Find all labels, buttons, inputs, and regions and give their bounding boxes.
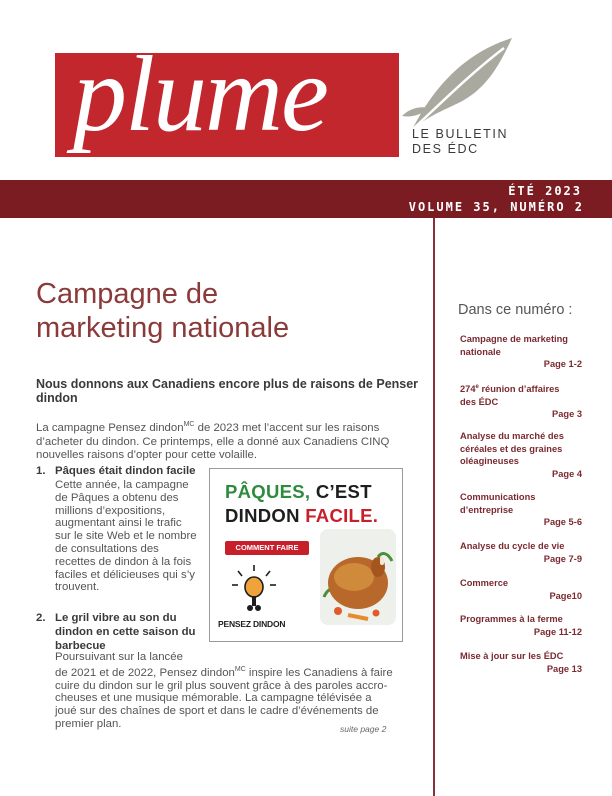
toc-label: Communications [460,492,536,502]
tagline [412,127,508,157]
toc-page: Page 1-2 [543,359,582,369]
item2-line: premier plan. [55,717,122,730]
item1-line: de Pâques a obtenu des [55,491,179,504]
toc-label: d’entreprise [460,504,514,515]
toc-label: oléagineuses [460,456,519,466]
logo-text: plume [73,53,327,154]
article-title [36,277,416,345]
item2-heading [55,612,215,653]
item2-body-line1: Poursuivant sur la lancée [55,651,183,663]
continued-note: suite page 2 [340,724,387,734]
feather-icon [400,34,518,134]
item1-line: trouvent. [55,581,100,594]
toc-label: nationale [460,346,501,357]
tagline-line2: DES ÉDC [412,142,479,156]
toc-label: Commerce [460,578,509,588]
toc-item[interactable] [460,381,582,421]
item2-heading-line: Le gril vibre au son du [55,612,177,624]
toc-item[interactable] [460,540,582,565]
toc-label: des ÉDC [460,396,499,407]
item2-line2b: inspire les Canadiens à faire [245,666,393,679]
toc-page: Page 11-12 [533,626,582,637]
toc-page: Page 5-6 [543,517,582,527]
item2-line: cuire du dindon sur le gril plus souvent grâce à des paroles accro- [55,679,388,692]
toc-label: Analyse du cycle de vie [460,541,565,551]
title-line2: marketing nationale [36,312,290,344]
toc-item[interactable] [460,650,582,675]
pensez-dindon-ad [209,468,403,642]
item2-line2a: de 2021 et de 2022, Pensez dindon [55,666,235,679]
item2-line: cheuses et une musique mémorable. La campagne télévisée a [55,692,372,705]
ad-headline-1 [225,481,372,503]
toc-sup: e [475,384,479,390]
item1-line: recettes de dindon à la fois [55,555,192,568]
toc-label: Analyse du marché des [460,431,564,441]
article-intro [36,418,421,463]
issue-season: ÉTÉ 2023 [508,184,582,198]
toc-label: Campagne de marketing [460,334,568,344]
article-subtitle: Nous donnons aux Canadiens encore plus de raisons de Penser dindon [36,377,419,405]
toc-label-rest: réunion d’affaires [478,384,560,395]
toc-label: Mise à jour sur les ÉDC [460,651,564,661]
item1-line: millions d’expositions, [55,504,166,517]
comment-faire-button: COMMENT FAIRE [225,541,309,555]
toc-item[interactable] [460,430,582,480]
item2-heading-line: barbecue [55,639,106,652]
toc-sup-num: 274 [460,384,476,395]
item2-heading-line: dindon en cette saison du [55,625,196,638]
intro-sup: MC [183,421,195,428]
ad-headline-2 [225,505,378,527]
toc-label: céréales et des graines [460,443,563,454]
item2-sup: MC [234,666,246,673]
issue-volume: VOLUME 35, NUMÉRO 2 [408,200,584,214]
intro-b: de 2023 met l’accent sur les raisons d’acheter du dindon. Ce printemps, elle a donné aux Canadiens CINQ nouvelles raisons d’opter pour cette volaille. [36,421,390,462]
toc-page: Page 7-9 [543,553,582,564]
title-line1: Campagne de [36,278,219,310]
intro-a: La campagne Pensez dindon [36,421,184,434]
item1-number: 1. [36,465,46,477]
toc-item[interactable] [460,577,582,602]
item1-line: sur le site Web et le nombre [55,530,197,543]
toc-item[interactable] [460,613,582,638]
item1-line: de consultations des [55,542,159,555]
ad-brand: PENSEZ DINDON [218,619,286,629]
item1-line: augmentant ainsi le trafic [55,517,182,530]
item1-heading: Pâques était dindon facile [55,465,196,477]
plume-logo [55,53,399,157]
roast-turkey-icon [318,527,398,627]
ad-cest: C’EST [310,481,372,502]
item1-line: Cette année, la campagne [55,479,189,491]
item2-body [55,664,425,731]
toc-page: Page 13 [546,663,582,674]
toc-page: Page10 [549,590,582,601]
ad-facile: FACILE. [299,505,379,526]
item2-line: joué sur des chaînes de sport et dans le cadre d’événements de [55,705,379,718]
toc-item[interactable] [460,333,582,371]
item1-line: faciles et délicieuses qui s’y [55,568,195,581]
toc-page: Page 4 [552,468,582,479]
toc-label: Programmes à la ferme [460,614,563,624]
toc-page: Page 3 [552,409,582,420]
item2-line [55,664,425,680]
toc-item[interactable] [460,491,582,529]
ad-dindon: DINDON [225,505,300,526]
sidebar-title: Dans ce numéro : [458,302,573,318]
tagline-line1: LE BULLETIN [412,127,509,141]
item1-body [55,479,205,594]
column-divider [433,218,435,796]
toc-label [460,381,582,396]
item2-number: 2. [36,612,46,624]
drumstick-icon [228,563,280,613]
ad-paques: PÂQUES, [225,481,311,502]
